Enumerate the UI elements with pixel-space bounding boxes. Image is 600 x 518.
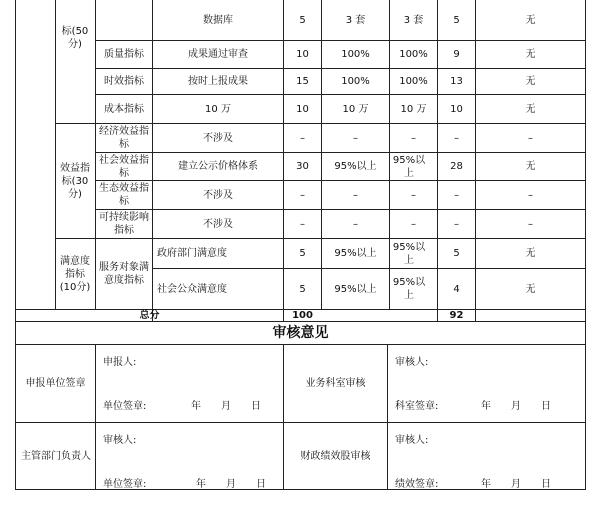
table-row-cost-target: 10 xyxy=(296,103,309,115)
table-row-sustainable-label: 不涉及 xyxy=(203,218,233,230)
table-row-timeliness-indicator: 时效指标 xyxy=(104,76,144,87)
table-row-ecological-label: 不涉及 xyxy=(203,189,233,201)
total-score: 92 xyxy=(449,310,464,321)
table-row-timeliness-note: 无 xyxy=(525,76,536,87)
table-row-social-target: 30 xyxy=(296,161,309,172)
table-row-cost-note: 无 xyxy=(525,103,536,115)
table-row-public-satisfaction-note: 无 xyxy=(525,283,536,295)
total-label: 总分 xyxy=(139,310,160,321)
table-row-economic-expected: – xyxy=(353,132,358,144)
table-row-gov-satisfaction-actual: 95%以上 xyxy=(392,241,426,266)
applicant-date: 年 月 日 xyxy=(191,400,261,412)
table-row-quality-note: 无 xyxy=(525,49,536,60)
table-row-cost-score: 10 xyxy=(450,103,463,115)
table-row-quality-target: 10 xyxy=(296,49,309,60)
table-row-social-actual: 95%以上 xyxy=(392,154,426,179)
table-row-public-satisfaction-expected: 95%以上 xyxy=(334,283,377,295)
table-row-ecological-note: – xyxy=(528,189,533,201)
table-row-public-satisfaction-label: 社会公众满意度 xyxy=(157,283,227,295)
table-row-quality-actual: 100% xyxy=(399,49,428,60)
dept-head-label: 主管部门负责人 xyxy=(21,450,91,462)
table-row-cost-expected: 10 万 xyxy=(342,103,369,115)
table-row-ecological-score: – xyxy=(454,189,459,201)
table-row-gov-satisfaction-score: 5 xyxy=(453,248,460,259)
performance-seal-label: 绩效签章: xyxy=(395,478,439,490)
table-row-ecological-target: – xyxy=(300,189,305,201)
table-row-social-score: 28 xyxy=(450,161,463,172)
table-row-economic-target: – xyxy=(300,132,305,144)
office-seal-label: 科室签章: xyxy=(395,400,439,412)
table-row-sustainable-expected: – xyxy=(353,218,358,230)
applicant-label: 申报人: xyxy=(103,356,137,368)
business-office-label: 业务科室审核 xyxy=(305,378,366,389)
satisfaction-group-label: 满意度指标(10分) xyxy=(59,255,91,293)
table-row-database-actual: 3 套 xyxy=(403,14,424,26)
table-row-gov-satisfaction-label: 政府部门满意度 xyxy=(157,248,227,259)
table-row-sustainable-actual: – xyxy=(411,218,416,230)
office-reviewer-label: 审核人: xyxy=(395,356,429,368)
output-group-label: 标(50分) xyxy=(61,26,89,50)
table-row-gov-satisfaction-note: 无 xyxy=(525,248,536,259)
table-row-economic-note: – xyxy=(528,132,533,144)
table-row-sustainable-indicator: 可持续影响指标 xyxy=(99,212,149,236)
table-row-economic-indicator: 经济效益指标 xyxy=(99,126,149,150)
applicant-unit-label: 申报单位签章 xyxy=(25,378,86,389)
table-row-quality-label: 成果通过审查 xyxy=(188,49,248,60)
finance-date: 年 月 日 xyxy=(481,478,551,490)
table-row-economic-label: 不涉及 xyxy=(203,132,233,144)
table-row-timeliness-expected: 100% xyxy=(341,76,370,87)
office-date: 年 月 日 xyxy=(481,400,551,412)
table-row-database-note: 无 xyxy=(525,14,536,26)
finance-reviewer-label: 审核人: xyxy=(395,434,429,446)
table-row-timeliness-target: 15 xyxy=(296,76,309,87)
table-row-public-satisfaction-actual: 95%以上 xyxy=(392,277,426,301)
table-row-sustainable-target: – xyxy=(300,218,305,230)
satisfaction-indicator-label: 服务对象满意度指标 xyxy=(99,262,149,286)
review-title: 审核意见 xyxy=(272,324,329,341)
table-row-quality-expected: 100% xyxy=(341,49,370,60)
table-row-quality-score: 9 xyxy=(453,49,460,60)
benefit-group-label: 效益指标(30分) xyxy=(60,162,90,200)
table-row-social-label: 建立公示价格体系 xyxy=(178,161,258,172)
finance-label: 财政绩效股审核 xyxy=(300,450,371,462)
table-row-economic-score: – xyxy=(454,132,459,144)
dept-date: 年 月 日 xyxy=(196,478,266,490)
table-row-social-expected: 95%以上 xyxy=(334,161,377,172)
table-row-social-indicator: 社会效益指标 xyxy=(99,154,149,179)
table-row-gov-satisfaction-target: 5 xyxy=(299,248,306,259)
table-row-public-satisfaction-target: 5 xyxy=(299,283,306,295)
table-row-cost-label: 10 万 xyxy=(205,103,231,115)
table-row-gov-satisfaction-expected: 95%以上 xyxy=(334,248,377,259)
total-target: 100 xyxy=(292,310,313,321)
table-row-timeliness-actual: 100% xyxy=(399,76,428,87)
table-row-database-label: 数据库 xyxy=(203,14,233,26)
table-row-cost-indicator: 成本指标 xyxy=(104,103,144,115)
table-row-economic-actual: – xyxy=(411,132,416,144)
table-row-ecological-actual: – xyxy=(411,189,416,201)
table-row-timeliness-label: 按时上报成果 xyxy=(188,76,248,87)
dept-reviewer-label: 审核人: xyxy=(103,434,137,446)
dept-unit-seal-label: 单位签章: xyxy=(103,478,147,490)
table-row-sustainable-note: – xyxy=(528,218,533,230)
table-row-database-score: 5 xyxy=(453,14,460,26)
table-row-database-expected: 3 套 xyxy=(345,14,366,26)
table-row-social-note: 无 xyxy=(525,161,536,172)
table-row-ecological-indicator: 生态效益指标 xyxy=(99,183,149,207)
table-row-ecological-expected: – xyxy=(353,189,358,201)
table-row-database-target: 5 xyxy=(299,14,306,26)
table-row-timeliness-score: 13 xyxy=(450,76,463,87)
table-row-cost-actual: 10 万 xyxy=(400,103,427,115)
table-row-public-satisfaction-score: 4 xyxy=(453,283,460,295)
table-row-quality-indicator: 质量指标 xyxy=(104,49,144,60)
table-row-sustainable-score: – xyxy=(454,218,459,230)
unit-seal-label: 单位签章: xyxy=(103,400,147,412)
